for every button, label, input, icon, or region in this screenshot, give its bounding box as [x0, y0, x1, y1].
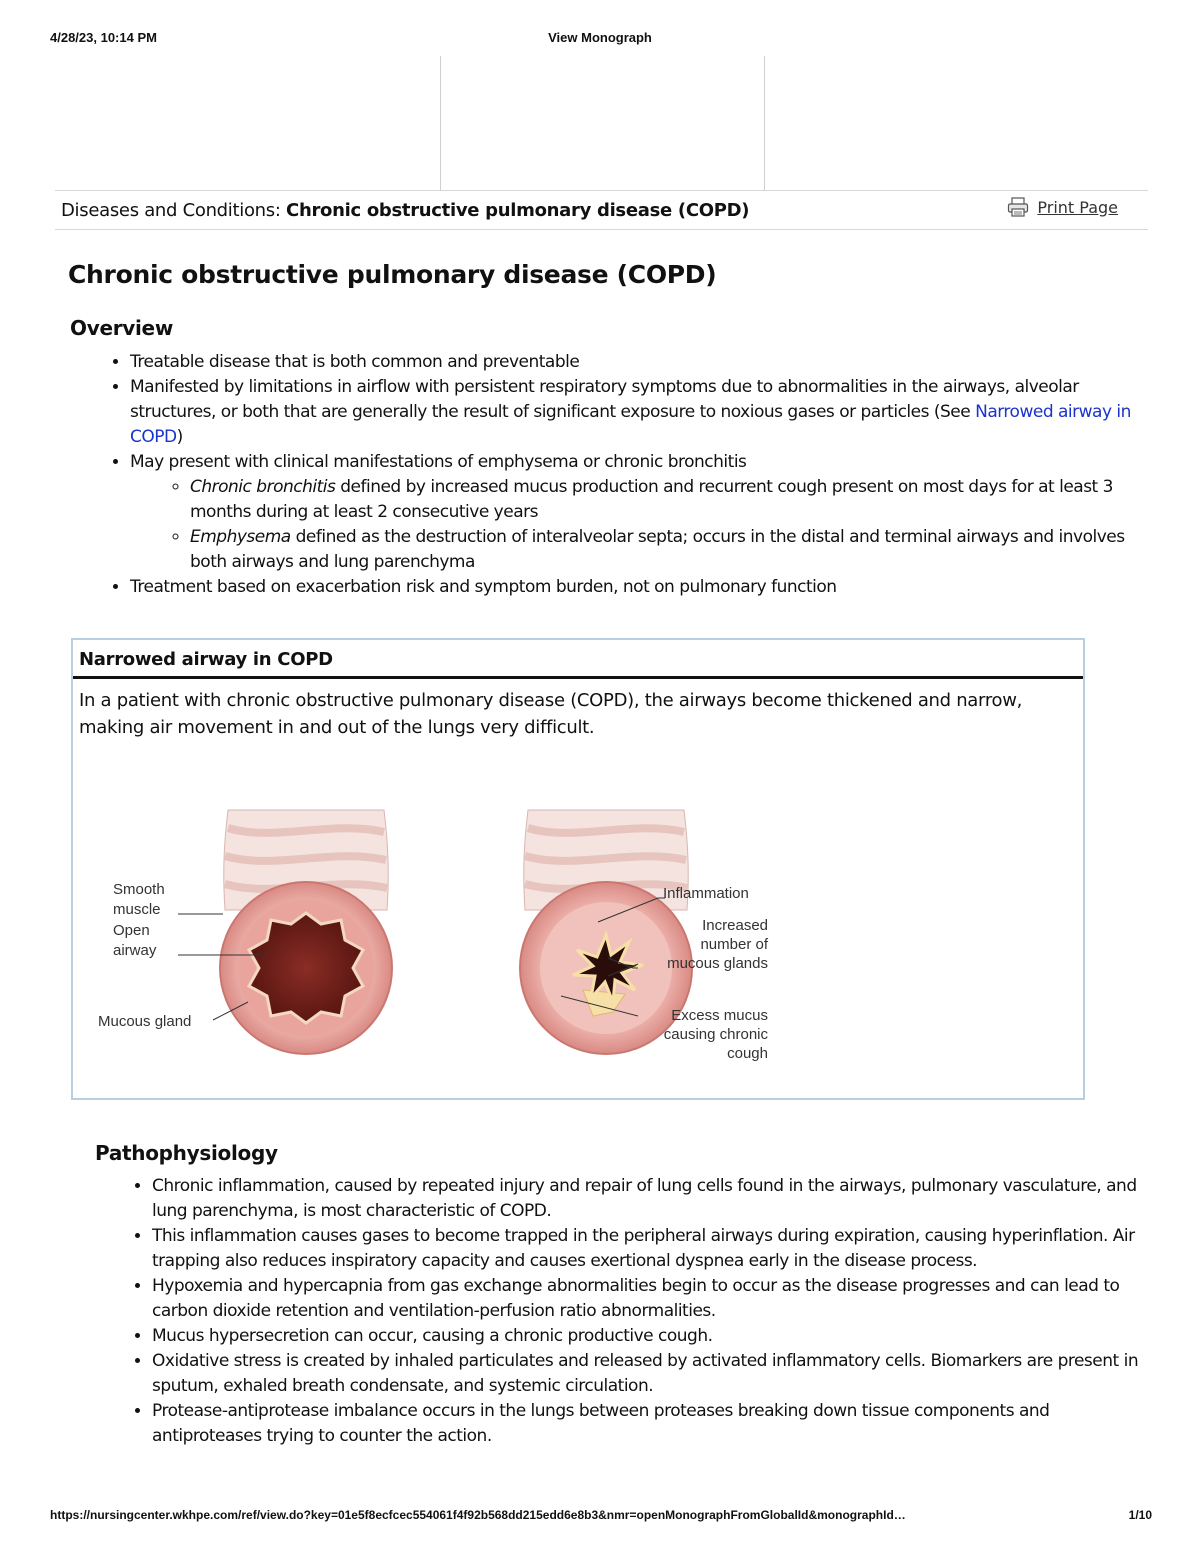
figure-caption: In a patient with chronic obstructive pulmonary disease (COPD), the airways become thickened and narrow, making air movement in and out of the lungs very difficult.: [79, 690, 1023, 738]
print-datetime: 4/28/23, 10:14 PM: [50, 30, 157, 45]
overview-heading: Overview: [70, 316, 174, 340]
print-page-button[interactable]: [1007, 197, 1118, 217]
figure-box: [71, 638, 1085, 1100]
breadcrumb-prefix: Diseases and Conditions:: [61, 200, 287, 221]
label-mucous-glands: mucous glands: [667, 955, 768, 972]
footer-page-number: 1/10: [1128, 1508, 1152, 1522]
printer-icon: [1007, 197, 1029, 217]
print-page-title: View Monograph: [548, 30, 652, 45]
label-mucous-gland: Mucous gland: [98, 1013, 192, 1030]
link-close: ): [176, 427, 183, 447]
term-definition: defined as the destruction of interalveolar septa; occurs in the distal and terminal airways and involves both airways and lung parenchyma: [190, 527, 1125, 572]
list-item: • Oxidative stress is created by inhaled particulates and released by activated inflammatory cells. Biomarkers are present in sputum, exhaled breath condensate, and systemic circulation.: [152, 1349, 1142, 1399]
figure-link[interactable]: Narrowed airway in COPD: [130, 402, 1131, 447]
overview-list: [130, 350, 1140, 600]
airway-illustration: [73, 790, 1083, 1090]
label-open: Open: [113, 922, 150, 939]
list-item: • Protease-antiprotease imbalance occurs in the lungs between proteases breaking down tissue components and antiproteases trying to counter the action.: [152, 1399, 1142, 1449]
label-inflammation: Inflammation: [663, 885, 749, 902]
print-header: [50, 30, 1150, 50]
list-item-text: Manifested by limitations in airflow with persistent respiratory symptoms due to abnormalities in the airways, alveolar structures, or both that are generally the result of significant exposure to noxious gases or particles (See: [130, 377, 1079, 422]
list-item: • Treatable disease that is both common and preventable: [130, 350, 1140, 375]
breadcrumb-bar: [55, 190, 1148, 230]
figure-title-bar: [73, 640, 1083, 679]
label-cough: cough: [727, 1045, 768, 1062]
page-title: Chronic obstructive pulmonary disease (COPD): [68, 260, 717, 289]
list-item-text: May present with clinical manifestations of emphysema or chronic bronchitis: [130, 452, 747, 472]
label-airway: airway: [113, 942, 157, 959]
normal-airway: [220, 810, 392, 1054]
footer-url: https://nursingcenter.wkhpe.com/ref/view.do?key=01e5f8ecfcec554061f4f92b568dd215edd6e8b3&nmr=openMonographFromGlobalId&monographId…: [50, 1508, 906, 1522]
pathophysiology-heading: Pathophysiology: [95, 1141, 278, 1165]
sub-list-item: [190, 475, 1140, 525]
breadcrumb: [61, 200, 749, 221]
breadcrumb-topic: Chronic obstructive pulmonary disease (COPD): [286, 200, 750, 221]
list-item: • Treatment based on exacerbation risk and symptom burden, not on pulmonary function: [130, 575, 1140, 600]
list-item: • Chronic inflammation, caused by repeated injury and repair of lung cells found in the airways, pulmonary vasculature, and lung parenchyma, is most characteristic of COPD.: [152, 1174, 1142, 1224]
list-item: • Mucus hypersecretion can occur, causing a chronic productive cough.: [152, 1324, 1142, 1349]
copd-airway: [520, 810, 692, 1054]
term-chronic-bronchitis: Chronic bronchitis: [190, 477, 336, 497]
sub-list: [130, 475, 1140, 575]
list-item: • Hypoxemia and hypercapnia from gas exchange abnormalities begin to occur as the disease progresses and can lead to carbon dioxide retention and ventilation-perfusion ratio abnormalities.: [152, 1274, 1142, 1324]
logo-placeholder: [440, 56, 765, 190]
list-item: • This inflammation causes gases to become trapped in the peripheral airways during expiration, causing hyperinflation. Air trapping also reduces inspiratory capacity and causes exertional dyspnea early in the disease process.: [152, 1224, 1142, 1274]
list-item: [130, 450, 1140, 575]
figure-title: Narrowed airway in COPD: [79, 649, 333, 670]
pathophysiology-list: [152, 1174, 1142, 1449]
list-item: [130, 375, 1140, 450]
print-page-label[interactable]: Print Page: [1037, 197, 1118, 217]
label-increased: Increased: [702, 917, 768, 934]
label-causing-chronic: causing chronic: [663, 1026, 768, 1043]
label-smooth: Smooth: [113, 881, 165, 898]
label-excess-mucus: Excess mucus: [671, 1007, 768, 1024]
term-definition: defined by increased mucus production and recurrent cough present on most days for at least 3 months during at least 2 consecutive years: [190, 477, 1113, 522]
print-footer: [50, 1508, 1152, 1526]
term-emphysema: Emphysema: [190, 527, 291, 547]
label-number-of: number of: [700, 936, 768, 953]
sub-list-item: [190, 525, 1140, 575]
label-muscle: muscle: [113, 901, 161, 918]
